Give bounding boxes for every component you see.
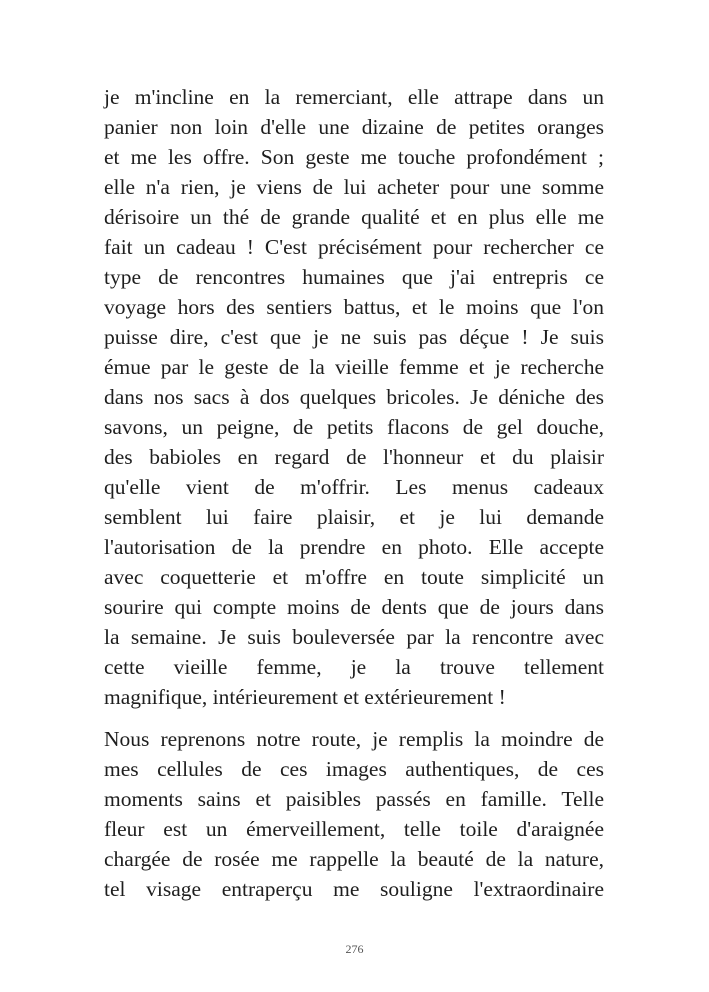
text-line: tel visage entraperçu me souligne l'extraordinaire — [104, 877, 604, 901]
paragraph — [104, 82, 604, 712]
text-line: l'autorisation de la prendre en photo. Elle accepte — [104, 535, 604, 559]
text-line: mes cellules de ces images authentiques, de ces — [104, 757, 604, 781]
paragraph — [104, 724, 604, 904]
text-line: la semaine. Je suis bouleversée par la rencontre avec — [104, 625, 604, 649]
text-line: dans nos sacs à dos quelques bricoles. Je déniche des — [104, 385, 604, 409]
text-line: fait un cadeau ! C'est précisément pour rechercher ce — [104, 235, 604, 259]
text-line: avec coquetterie et m'offre en toute simplicité un — [104, 565, 604, 589]
text-line: elle n'a rien, je viens de lui acheter pour une somme — [104, 175, 604, 199]
text-line: moments sains et paisibles passés en famille. Telle — [104, 787, 604, 811]
text-line: je m'incline en la remerciant, elle attrape dans un — [104, 85, 604, 109]
text-line: semblent lui faire plaisir, et je lui demande — [104, 505, 604, 529]
page-number: 276 — [345, 942, 364, 956]
text-line: voyage hors des sentiers battus, et le moins que l'on — [104, 295, 604, 319]
text-line: panier non loin d'elle une dizaine de petites oranges — [104, 115, 604, 139]
text-line: savons, un peigne, de petits flacons de gel douche, — [104, 415, 604, 439]
text-line: type de rencontres humaines que j'ai entrepris ce — [104, 265, 604, 289]
body-text — [104, 82, 604, 904]
text-line: qu'elle vient de m'offrir. Les menus cadeaux — [104, 475, 604, 499]
text-line: dérisoire un thé de grande qualité et en plus elle me — [104, 205, 604, 229]
text-line: chargée de rosée me rappelle la beauté de la nature, — [104, 847, 604, 871]
text-line: fleur est un émerveillement, telle toile d'araignée — [104, 817, 604, 841]
text-line: puisse dire, c'est que je ne suis pas déçue ! Je suis — [104, 325, 604, 349]
text-line: des babioles en regard de l'honneur et du plaisir — [104, 445, 604, 469]
text-line: magnifique, intérieurement et extérieurement ! — [104, 685, 506, 709]
text-line: cette vieille femme, je la trouve tellement — [104, 655, 604, 679]
text-line: sourire qui compte moins de dents que de jours dans — [104, 595, 604, 619]
text-line: Nous reprenons notre route, je remplis la moindre de — [104, 727, 604, 751]
text-line: et me les offre. Son geste me touche profondément ; — [104, 145, 604, 169]
text-line: émue par le geste de la vieille femme et je recherche — [104, 355, 604, 379]
